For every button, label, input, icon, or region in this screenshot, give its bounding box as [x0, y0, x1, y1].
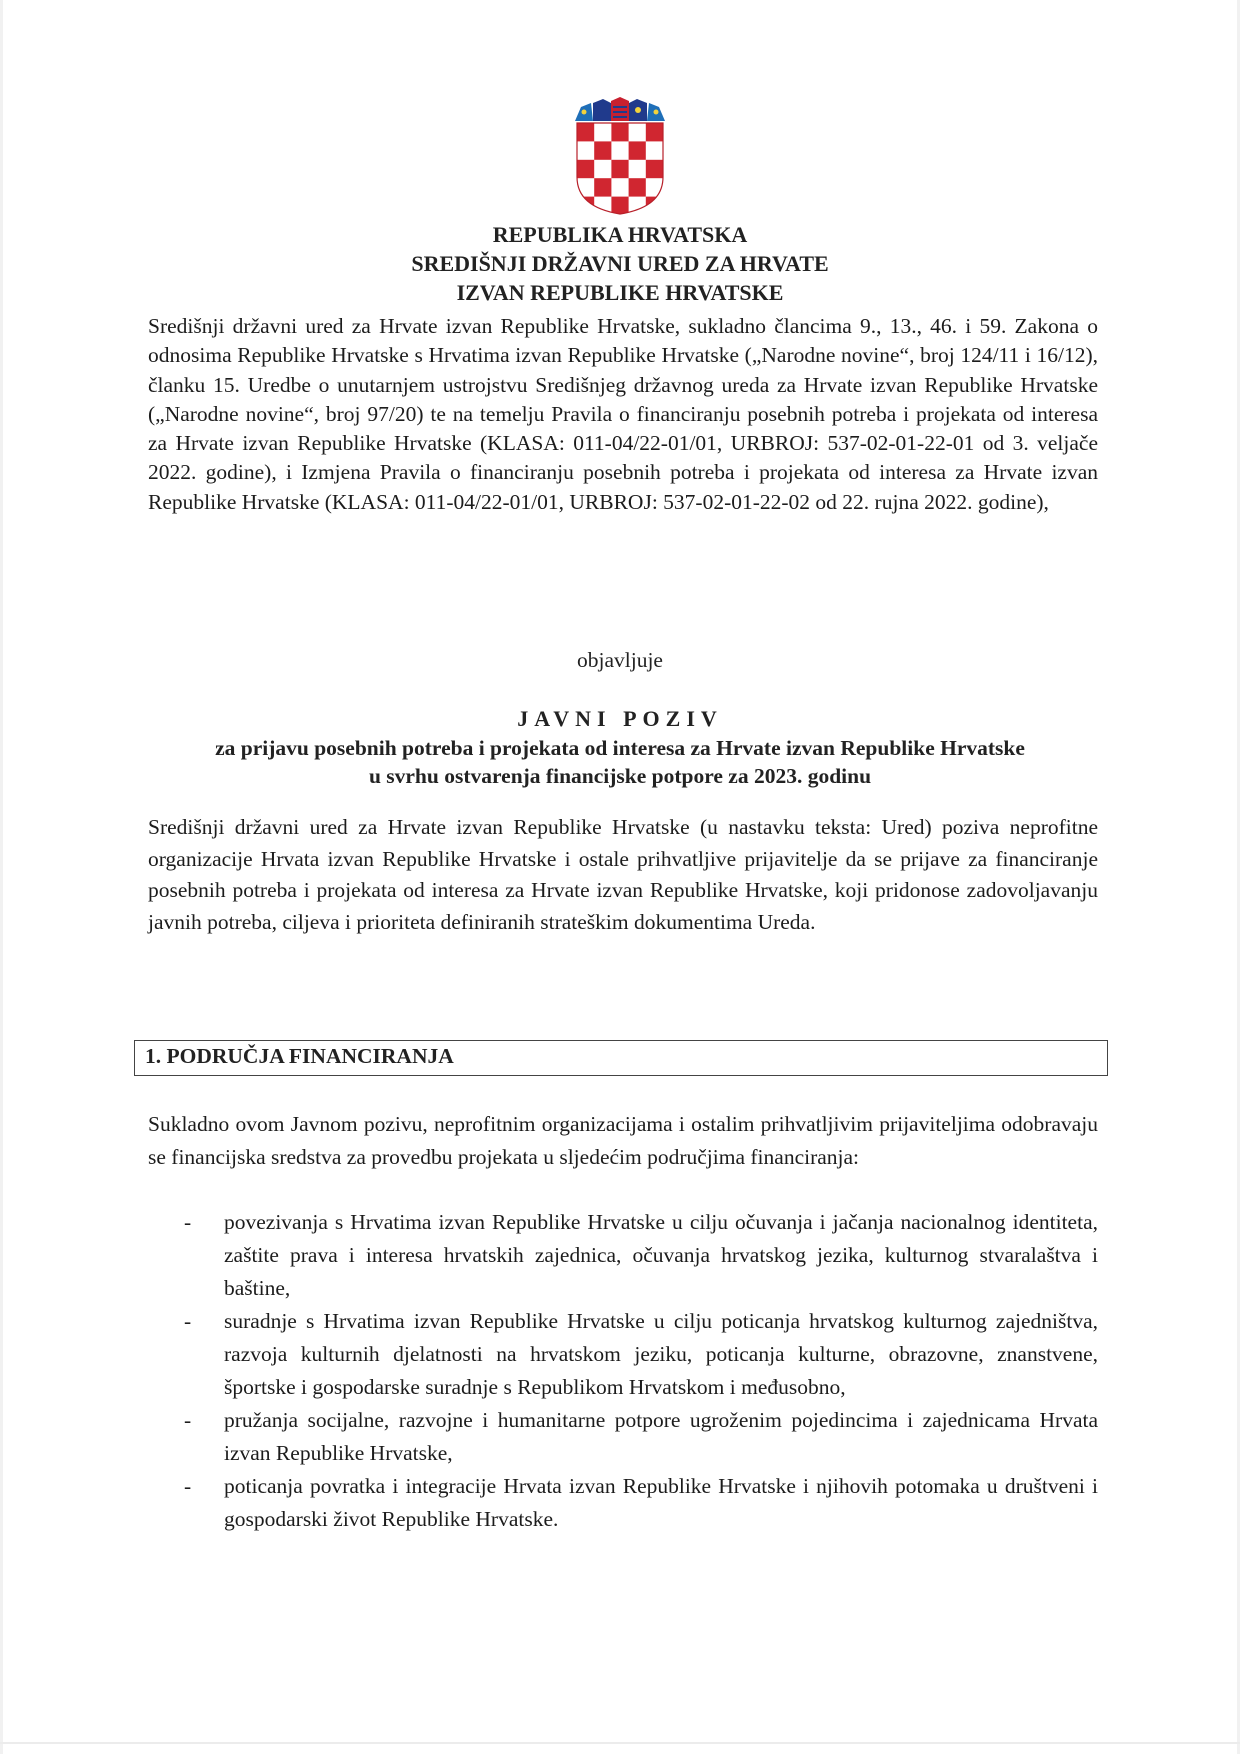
header-line-2: SREDIŠNJI DRŽAVNI URED ZA HRVATE — [411, 251, 829, 276]
header-line-1: REPUBLIKA HRVATSKA — [492, 222, 748, 247]
coat-of-arms-icon — [573, 97, 667, 215]
scan-bottom-edge — [0, 1742, 1240, 1744]
publishes-label: objavljuje — [577, 648, 663, 672]
section-1-lead: Sukladno ovom Javnom pozivu, neprofitnim organizacijama i ostalim prihvatljivim prijaviteljima odobravaju se financijska sredstva za provedbu projekata u sljedećim područjima financiranja: — [148, 1112, 1098, 1169]
intro-paragraph: Središnji državni ured za Hrvate izvan Republike Hrvatske (u nastavku teksta: Ured) poziva neprofitne organizacije Hrvata izvan Republike Hrvatske i ostale prihvatljive prijavitelje da se prijave za financiranje posebnih potreba i projekata od interesa za Hrvate izvan Republike Hrvatske, koji pridonose zadovoljavanju javnih potreba, ciljeva i prioriteta definiranih strateškim dokumentima Ureda. — [148, 815, 1098, 934]
section-1-title: 1. PODRUČJA FINANCIRANJA — [145, 1044, 454, 1068]
preamble-paragraph: Središnji državni ured za Hrvate izvan Republike Hrvatske, sukladno člancima 9., 13., 46. i 59. Zakona o odnosima Republike Hrvatske s Hrvatima izvan Republike Hrvatske („Narodne novine“, broj 124/11 i 16/12), članku 15. Uredbe o unutarnjem ustrojstvu Središnjeg državnog ureda za Hrvate izvan Republike Hrvatske („Narodne novine“, broj 97/20) te na temelju Pravila o financiranju posebnih potreba i projekata od interesa za Hrvate izvan Republike Hrvatske (KLASA: 011-04/22-01/01, URBROJ: 537-02-01-22-01 od 3. veljače 2022. godine), i Izmjena Pravila o financiranju posebnih potreba i projekata od interesa za Hrvate izvan Republike Hrvatske (KLASA: 011-04/22-01/01, URBROJ: 537-02-01-22-02 od 22. rujna 2022. godine), — [148, 314, 1098, 514]
list-item — [148, 1206, 1098, 1305]
list-item-text: poticanja povratka i integracije Hrvata izvan Republike Hrvatske i njihovih potomaka u društveni i gospodarski život Republike Hrvatske. — [224, 1474, 1098, 1531]
section-1-heading-box — [134, 1040, 1108, 1076]
crown-icon — [575, 97, 665, 121]
call-subtitle-line-2: u svrhu ostvarenja financijske potpore za 2023. godinu — [368, 764, 872, 788]
bullet-dash: - — [184, 1309, 192, 1333]
call-subtitle — [0, 734, 1240, 790]
list-item — [148, 1404, 1098, 1470]
list-item-text: povezivanja s Hrvatima izvan Republike Hrvatske u cilju očuvanja i jačanja nacionalnog identiteta, zaštite prava i interesa hrvatskih zajednica, očuvanja hrvatskog jezika, kulturnog stvaralaštva i baštine, — [224, 1210, 1098, 1300]
funding-areas-list — [148, 1206, 1098, 1536]
issuer-header — [0, 220, 1240, 307]
header-line-3: IZVAN REPUBLIKE HRVATSKE — [456, 280, 784, 305]
checkerboard-shield — [577, 123, 663, 215]
bullet-dash: - — [184, 1474, 192, 1498]
list-item — [148, 1305, 1098, 1404]
bullet-dash: - — [184, 1408, 192, 1432]
list-item-text: suradnje s Hrvatima izvan Republike Hrvatske u cilju poticanja hrvatskog kulturnog zajedništva, razvoja kulturnih djelatnosti na hrvatskom jeziku, poticanja kulturne, obrazovne, znanstvene, športske i gospodarske suradnje s Republikom Hrvatskom i međusobno, — [224, 1309, 1098, 1399]
list-item — [148, 1470, 1098, 1536]
call-subtitle-line-1: za prijavu posebnih potreba i projekata od interesa za Hrvate izvan Republike Hrvatske — [215, 736, 1025, 760]
list-item-text: pružanja socijalne, razvojne i humanitarne potpore ugroženim pojedincima i zajednicama Hrvata izvan Republike Hrvatske, — [224, 1408, 1098, 1465]
call-title: JAVNI POZIV — [517, 706, 723, 731]
bullet-dash: - — [184, 1210, 192, 1234]
